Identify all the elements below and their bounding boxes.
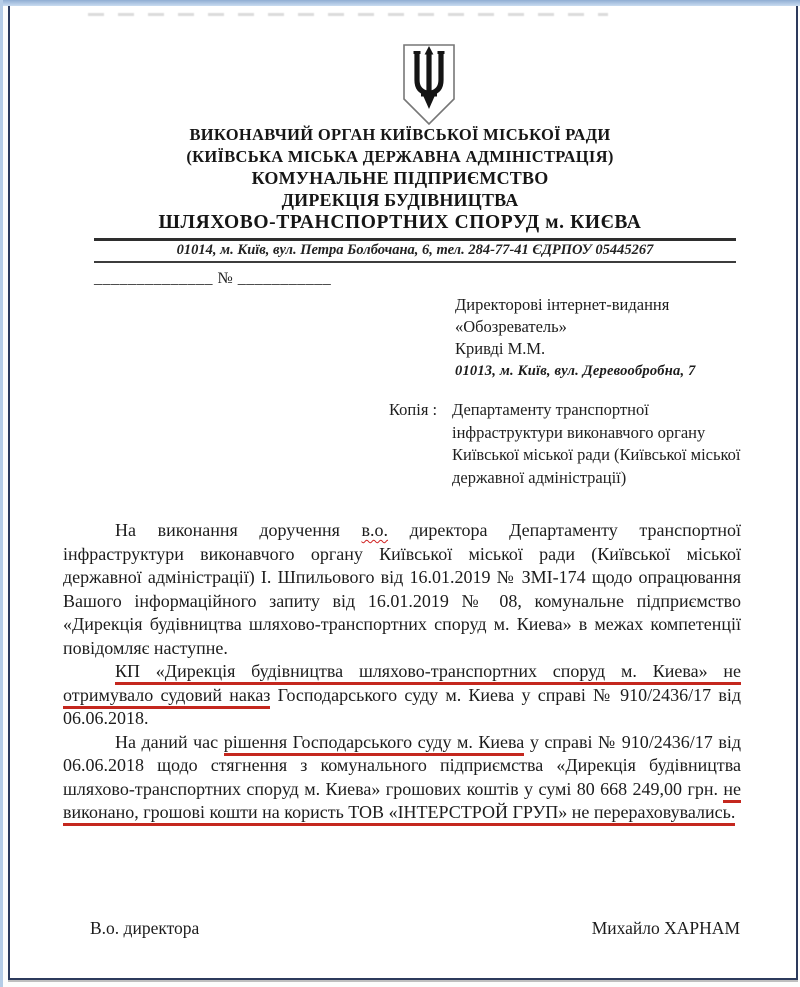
enterprise-name-line: КОМУНАЛЬНЕ ПІДПРИЄМСТВО — [251, 168, 549, 188]
recipient-line: Директорові інтернет-видання — [455, 295, 670, 314]
recipient-block — [455, 294, 696, 382]
org-name-line: ВИКОНАВЧИЙ ОРГАН КИЇВСЬКОЇ МІСЬКОЇ РАДИ — [189, 125, 611, 144]
signature-block — [90, 918, 740, 939]
body-paragraph — [63, 660, 741, 731]
recipient-line: Кривді М.М. — [455, 339, 546, 358]
enterprise-name-line: ДИРЕКЦІЯ БУДІВНИЦТВА — [281, 189, 519, 210]
recipient-line: «Обозреватель» — [455, 317, 567, 336]
body-paragraph — [63, 731, 741, 825]
body-text-segment: у справі № 910/2436/17 від 06.06.2018 щодо стягнення з комунального підприємства «Дирекція будівництва шляхово-транспортних споруд м. Киева» грошових коштів у сумі 80 668 249,00 грн. — [63, 731, 741, 799]
body-text-segment: На виконання доручення — [115, 520, 362, 540]
tryzub-emblem-icon — [400, 42, 458, 133]
red-underline-annotation: рішення Господарського суду м. Киева — [224, 732, 525, 756]
scan-edge-left — [0, 0, 3, 987]
spellcheck-squiggle-text: в.о. — [361, 520, 389, 540]
enterprise-name-line: ШЛЯХОВО-ТРАНСПОРТНИХ СПОРУД м. КИЄВА — [158, 212, 642, 233]
recipient-address: 01013, м. Київ, вул. Деревообробна, 7 — [455, 363, 696, 379]
body-text-segment: директора Департаменту транспортної інфраструктури виконавчого органу Київської міської ради (Київської міської державної адміністрації) І. Шпильового від 16.01.2019 № ЗМІ-174 щодо опрацювання Вашого інформаційного запиту від 16.01.2019 № 08, комунальне підприємство «Дирекція будівництва шляхово-транспортних споруд м. Киева» в межах компетенції повідомляє наступне. — [63, 520, 741, 658]
red-underline-annotation: КП «Дирекція будівництва шляхово-транспортних споруд м. Киева» не отримувало судовий наказ — [63, 661, 741, 709]
body-paragraph — [63, 519, 741, 660]
signature-name: Михайло ХАРНАМ — [591, 918, 740, 938]
reference-number-line: ______________ № ___________ — [94, 270, 332, 287]
copy-label: Копія : — [389, 400, 438, 419]
letterhead — [0, 124, 800, 235]
scan-edge-top — [0, 0, 800, 6]
body-text-segment: Господарського суду м. Киева у справі № 910/2436/17 від 06.06.2018. — [63, 684, 741, 728]
body-text-segment: На даний час — [115, 731, 224, 752]
copy-recipient-text: Департаменту транспортної інфраструктури виконавчого органу Київської міської ради (Київської міської державної адміністрації) — [452, 400, 741, 487]
scan-artifact — [88, 13, 608, 16]
org-name-line: (КИЇВСЬКА МІСЬКА ДЕРЖАВНА АДМІНІСТРАЦІЯ) — [186, 147, 614, 166]
body-paragraphs — [63, 519, 741, 825]
signature-position: В.о. директора — [90, 918, 200, 938]
letterhead-address: 01014, м. Київ, вул. Петра Болбочана, 6, тел. 284-77-41 ЄДРПОУ 05445267 — [176, 242, 654, 258]
letterhead-rule-bottom — [94, 261, 736, 263]
red-underline-annotation: не виконано, грошові кошти на користь ТОВ «ІНТЕРСТРОЙ ГРУП» не перераховувались. — [63, 779, 741, 827]
